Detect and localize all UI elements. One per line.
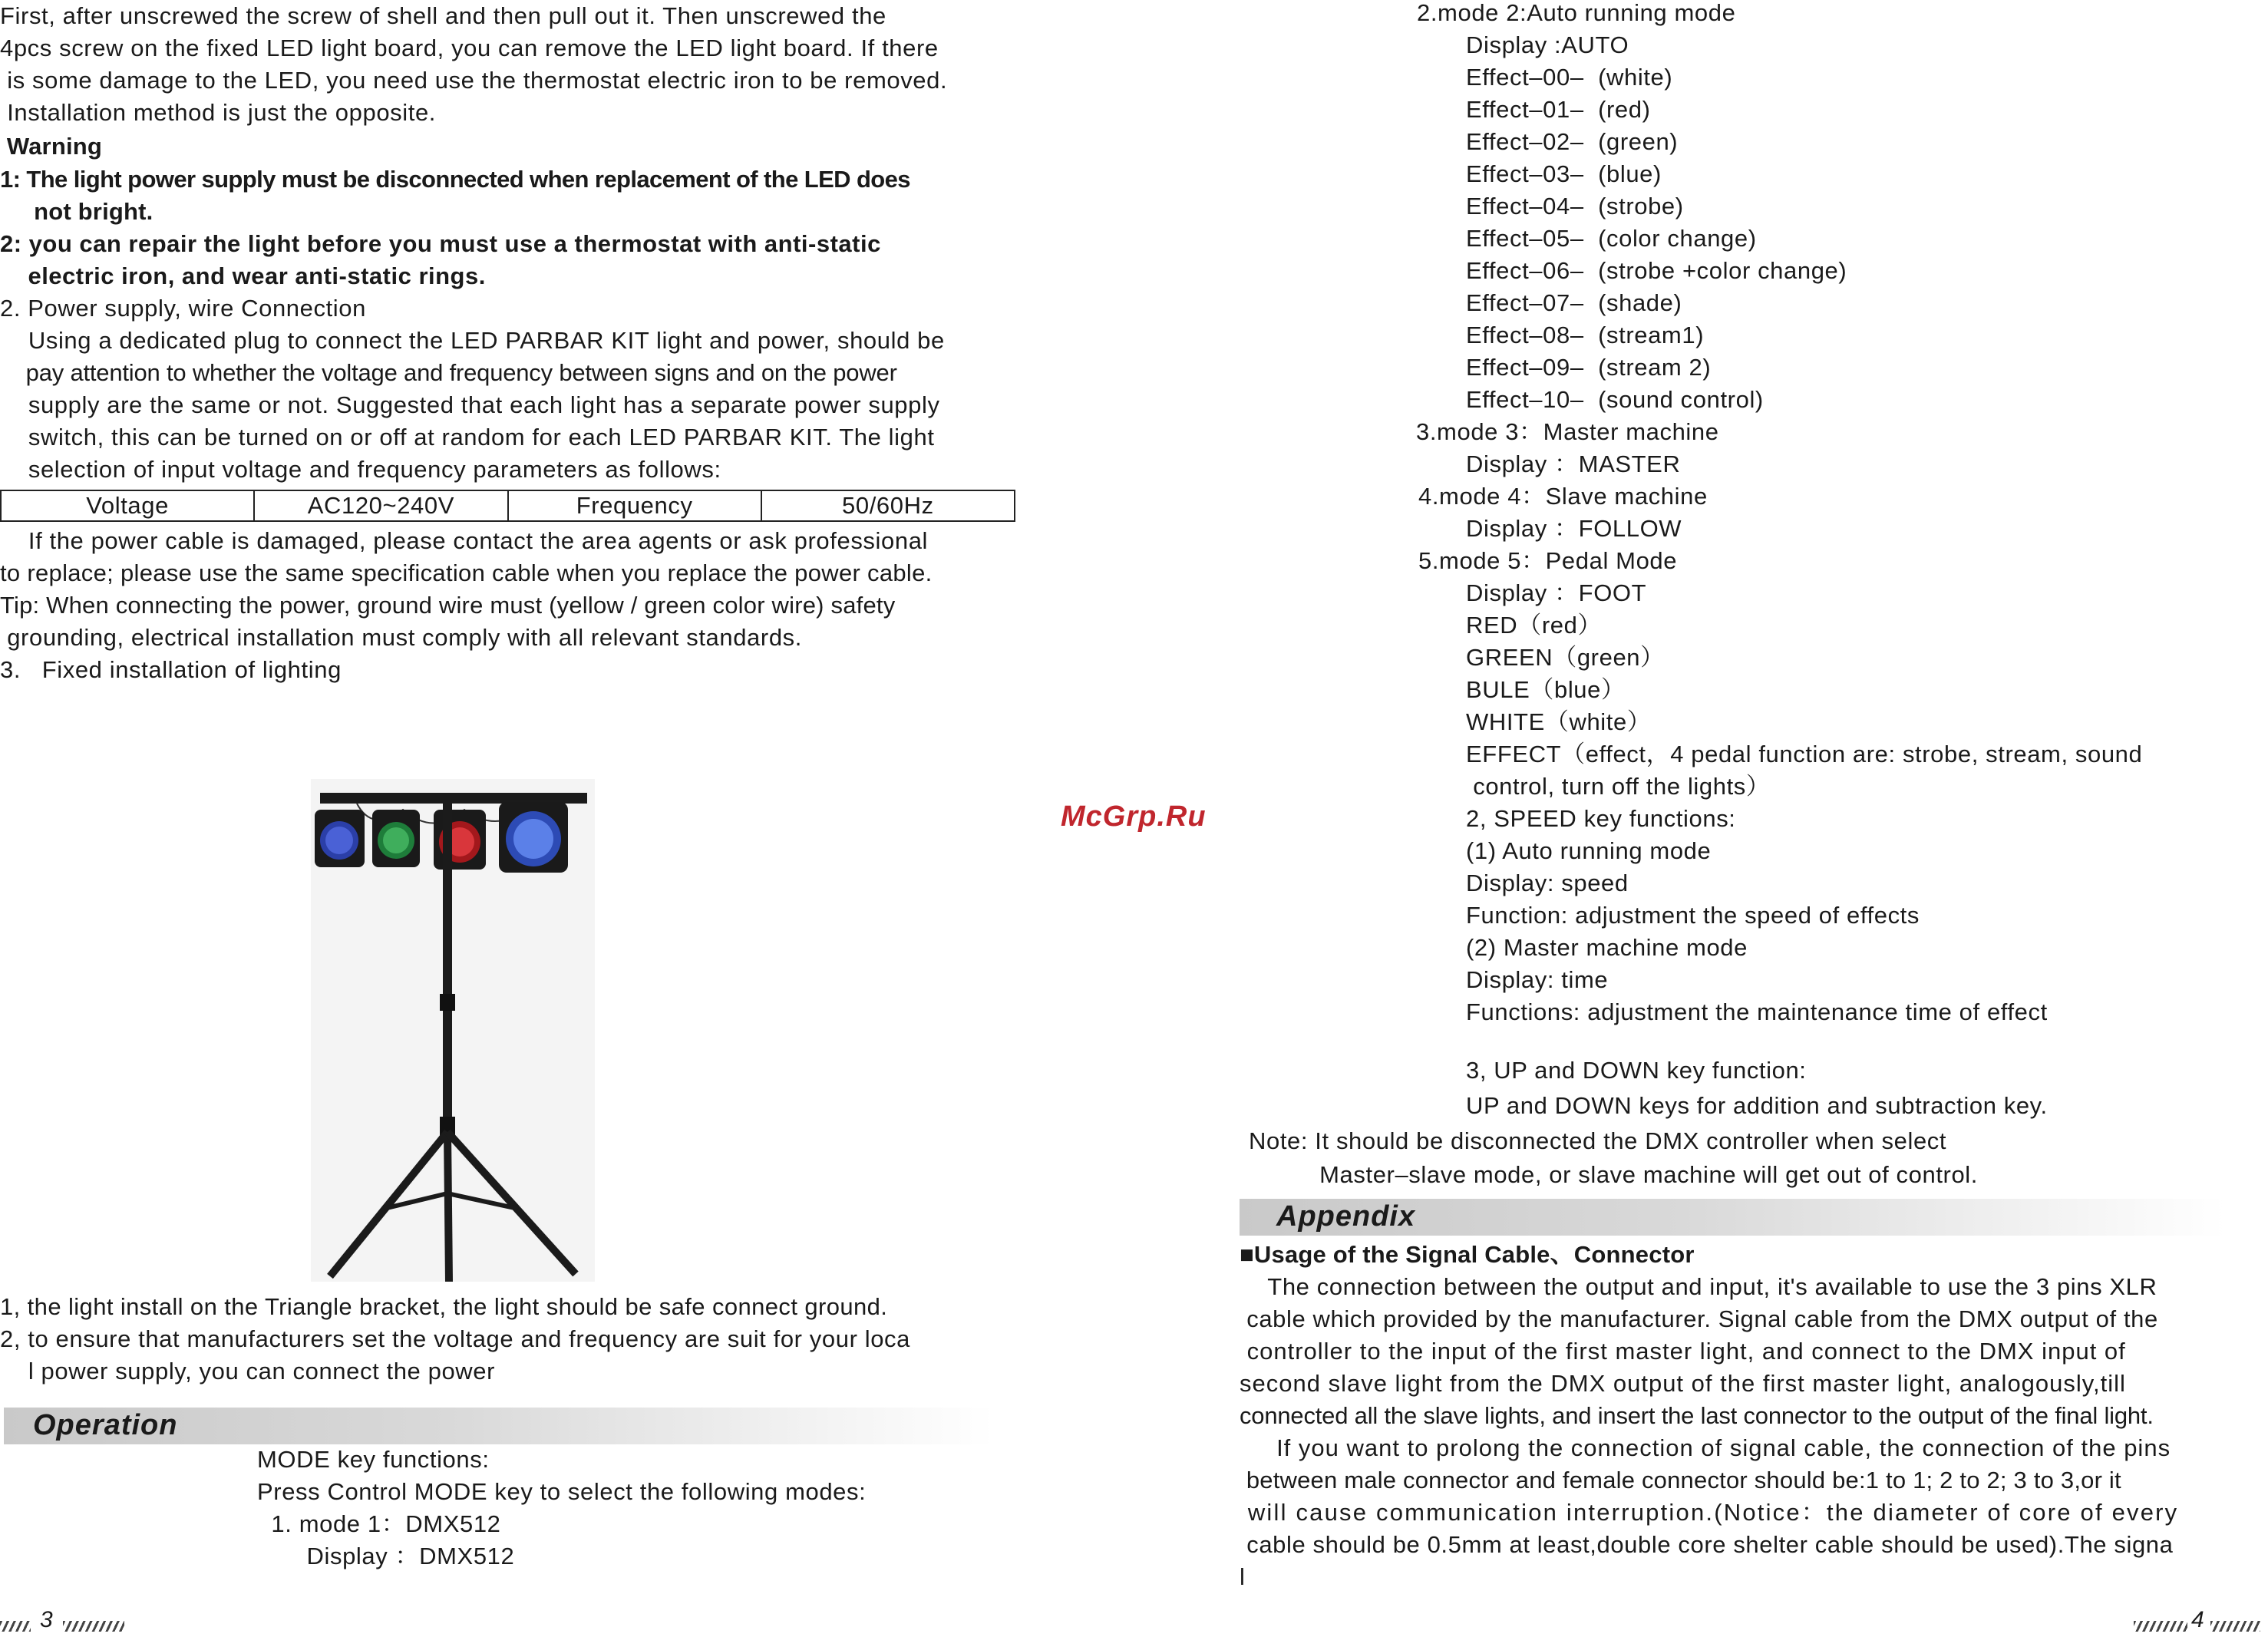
page-number: 3	[40, 1607, 53, 1632]
warning-line: not bright.	[0, 198, 154, 225]
appendix-title: Appendix	[1276, 1200, 1416, 1233]
cable-line: If the power cable is damaged, please contact the area agents or ask professional	[0, 527, 929, 554]
speed-line: (2) Master machine mode	[1466, 934, 1748, 961]
led-parbar-tripod-photo	[311, 779, 595, 1282]
page-number: 4	[2191, 1607, 2204, 1632]
hatch-decoration	[63, 1621, 124, 1632]
mode-line: 5.mode 5：Pedal Mode	[1418, 547, 1678, 574]
hatch-decoration	[2210, 1621, 2260, 1632]
warning-line: 2: you can repair the light before you must use a thermostat with anti-static	[0, 230, 881, 257]
mode-line: Display ：FOLLOW	[1466, 515, 1682, 542]
pedal-line: GREEN（green）	[1466, 644, 1665, 671]
table-cell: Frequency	[509, 491, 762, 520]
updown-line: UP and DOWN keys for addition and subtraction key.	[1466, 1092, 2048, 1119]
signal-line: l	[1240, 1563, 1246, 1590]
watermark: McGrp.Ru	[1061, 800, 1207, 833]
power-line: Using a dedicated plug to connect the LED PARBAR KIT light and power, should be	[0, 327, 945, 354]
cable-line: to replace; please use the same specification cable when you replace the power cable.	[0, 559, 933, 586]
effect-line: Effect–09– (stream 2)	[1466, 354, 1712, 381]
intro-line: is some damage to the LED, you need use the thermostat electric iron to be removed.	[0, 67, 948, 94]
warning-line: electric iron, and wear anti-static rings.	[0, 262, 486, 289]
operation-banner	[4, 1408, 994, 1444]
signal-cable-title: ■Usage of the Signal Cable、Connector	[1240, 1241, 1695, 1268]
left-page	[0, 0, 1036, 1637]
cable-line: 3. Fixed installation of lighting	[0, 656, 342, 683]
page-number-mark	[2134, 1607, 2264, 1633]
speed-line: (1) Auto running mode	[1466, 837, 1712, 864]
note-line: Master–slave mode, or slave machine will get out of control.	[1249, 1161, 1979, 1188]
mode-line: Display ：MASTER	[1466, 451, 1681, 477]
warning-title: Warning	[0, 133, 103, 160]
install-line: 1, the light install on the Triangle bracket, the light should be safe connect ground.	[0, 1293, 888, 1320]
effect-line: Effect–08– (stream1)	[1466, 322, 1705, 348]
hatch-decoration	[0, 1621, 31, 1632]
signal-line: second slave light from the DMX output of the first master light, analogously,till	[1240, 1370, 2126, 1397]
signal-line: cable which provided by the manufacturer. Signal cable from the DMX output of the	[1240, 1305, 2158, 1332]
updown-line: 3, UP and DOWN key function:	[1466, 1057, 1807, 1084]
note-line: Note: It should be disconnected the DMX controller when select	[1249, 1127, 1947, 1154]
mode-line: Display ：FOOT	[1466, 579, 1647, 606]
operation-line: 1. mode 1：DMX512	[257, 1510, 501, 1537]
pedal-line: WHITE（white）	[1466, 708, 1652, 735]
signal-line: will cause communication interruption.(Notice：the diameter of core of every	[1240, 1499, 2179, 1526]
effect-line: Effect–06– (strobe +color change)	[1466, 257, 1847, 284]
pedal-line: BULE（blue）	[1466, 676, 1626, 703]
signal-line: between male connector and female connector should be:1 to 1; 2 to 2; 3 to 3,or it	[1240, 1467, 2121, 1493]
table-cell: AC120~240V	[255, 491, 508, 520]
par-light-red	[434, 810, 486, 870]
voltage-frequency-table	[0, 490, 1015, 522]
effect-line: Effect–03– (blue)	[1466, 160, 1662, 187]
speed-line: Display: speed	[1466, 870, 1629, 896]
operation-line: Press Control MODE key to select the following modes:	[257, 1478, 867, 1505]
operation-line: MODE key functions:	[257, 1446, 490, 1473]
intro-line: 4pcs screw on the fixed LED light board, you can remove the LED light board. If there	[0, 35, 939, 61]
speed-line: Function: adjustment the speed of effects	[1466, 902, 1920, 929]
table-cell: Voltage	[2, 491, 255, 520]
effect-line: Effect–10– (sound control)	[1466, 386, 1764, 413]
pedal-line: control, turn off the lights）	[1466, 773, 1771, 800]
operation-line: Display ：DMX512	[257, 1543, 515, 1569]
effect-line: Effect–05– (color change)	[1466, 225, 1757, 252]
par-light-blue	[315, 810, 365, 867]
signal-line: controller to the input of the first master light, and connect to the DMX input of	[1240, 1338, 2126, 1365]
signal-line: The connection between the output and input, it's available to use the 3 pins XLR	[1240, 1273, 2157, 1300]
pedal-line: RED（red）	[1466, 612, 1603, 639]
page-number-mark	[0, 1607, 130, 1633]
cable-line: grounding, electrical installation must comply with all relevant standards.	[0, 624, 802, 651]
mode-line: 4.mode 4：Slave machine	[1418, 483, 1708, 510]
hatch-decoration	[2134, 1621, 2187, 1632]
mode-line: 2.mode 2:Auto running mode	[1417, 0, 1736, 26]
speed-line: 2, SPEED key functions:	[1466, 805, 1736, 832]
table-cell: 50/60Hz	[842, 492, 934, 519]
power-line: supply are the same or not. Suggested that each light has a separate power supply	[0, 391, 940, 418]
install-line: l power supply, you can connect the power	[0, 1358, 496, 1385]
signal-line: If you want to prolong the connection of signal cable, the connection of the pins	[1240, 1434, 2171, 1461]
appendix-banner	[1240, 1199, 2226, 1236]
speed-line: Display: time	[1466, 966, 1609, 993]
power-line: pay attention to whether the voltage and frequency between signs and on the power	[0, 359, 897, 386]
install-line: 2, to ensure that manufacturers set the voltage and frequency are suit for your loca	[0, 1325, 910, 1352]
warning-line: 1: The light power supply must be disconnected when replacement of the LED does	[0, 166, 910, 193]
right-page	[1228, 0, 2268, 1637]
power-line: selection of input voltage and frequency parameters as follows:	[0, 456, 721, 483]
power-heading: 2. Power supply, wire Connection	[0, 295, 366, 322]
intro-line: First, after unscrewed the screw of shell and then pull out it. Then unscrewed the	[0, 2, 886, 29]
par-light-green	[372, 810, 420, 867]
speed-line: Functions: adjustment the maintenance time of effect	[1466, 998, 2048, 1025]
mode-line: 3.mode 3：Master machine	[1416, 418, 1719, 445]
effect-line: Effect–02– (green)	[1466, 128, 1679, 155]
intro-line: Installation method is just the opposite.	[0, 99, 437, 126]
signal-line: connected all the slave lights, and insert the last connector to the output of the final light.	[1240, 1402, 2154, 1429]
effect-line: Effect–07– (shade)	[1466, 289, 1682, 316]
cable-line: Tip: When connecting the power, ground wire must (yellow / green color wire) safety	[0, 592, 896, 619]
mode-line: Display :AUTO	[1466, 31, 1629, 58]
signal-line: cable should be 0.5mm at least,double core shelter cable should be used).The signa	[1240, 1531, 2174, 1558]
operation-title: Operation	[33, 1409, 178, 1441]
effect-line: Effect–01– (red)	[1466, 96, 1651, 123]
effect-line: Effect–04– (strobe)	[1466, 193, 1684, 219]
power-line: switch, this can be turned on or off at random for each LED PARBAR KIT. The light	[0, 424, 935, 451]
effect-line: Effect–00– (white)	[1466, 64, 1673, 91]
par-light-blue-large	[499, 802, 568, 873]
pedal-line: EFFECT（effect，4 pedal function are: strobe, stream, sound	[1466, 741, 2143, 767]
